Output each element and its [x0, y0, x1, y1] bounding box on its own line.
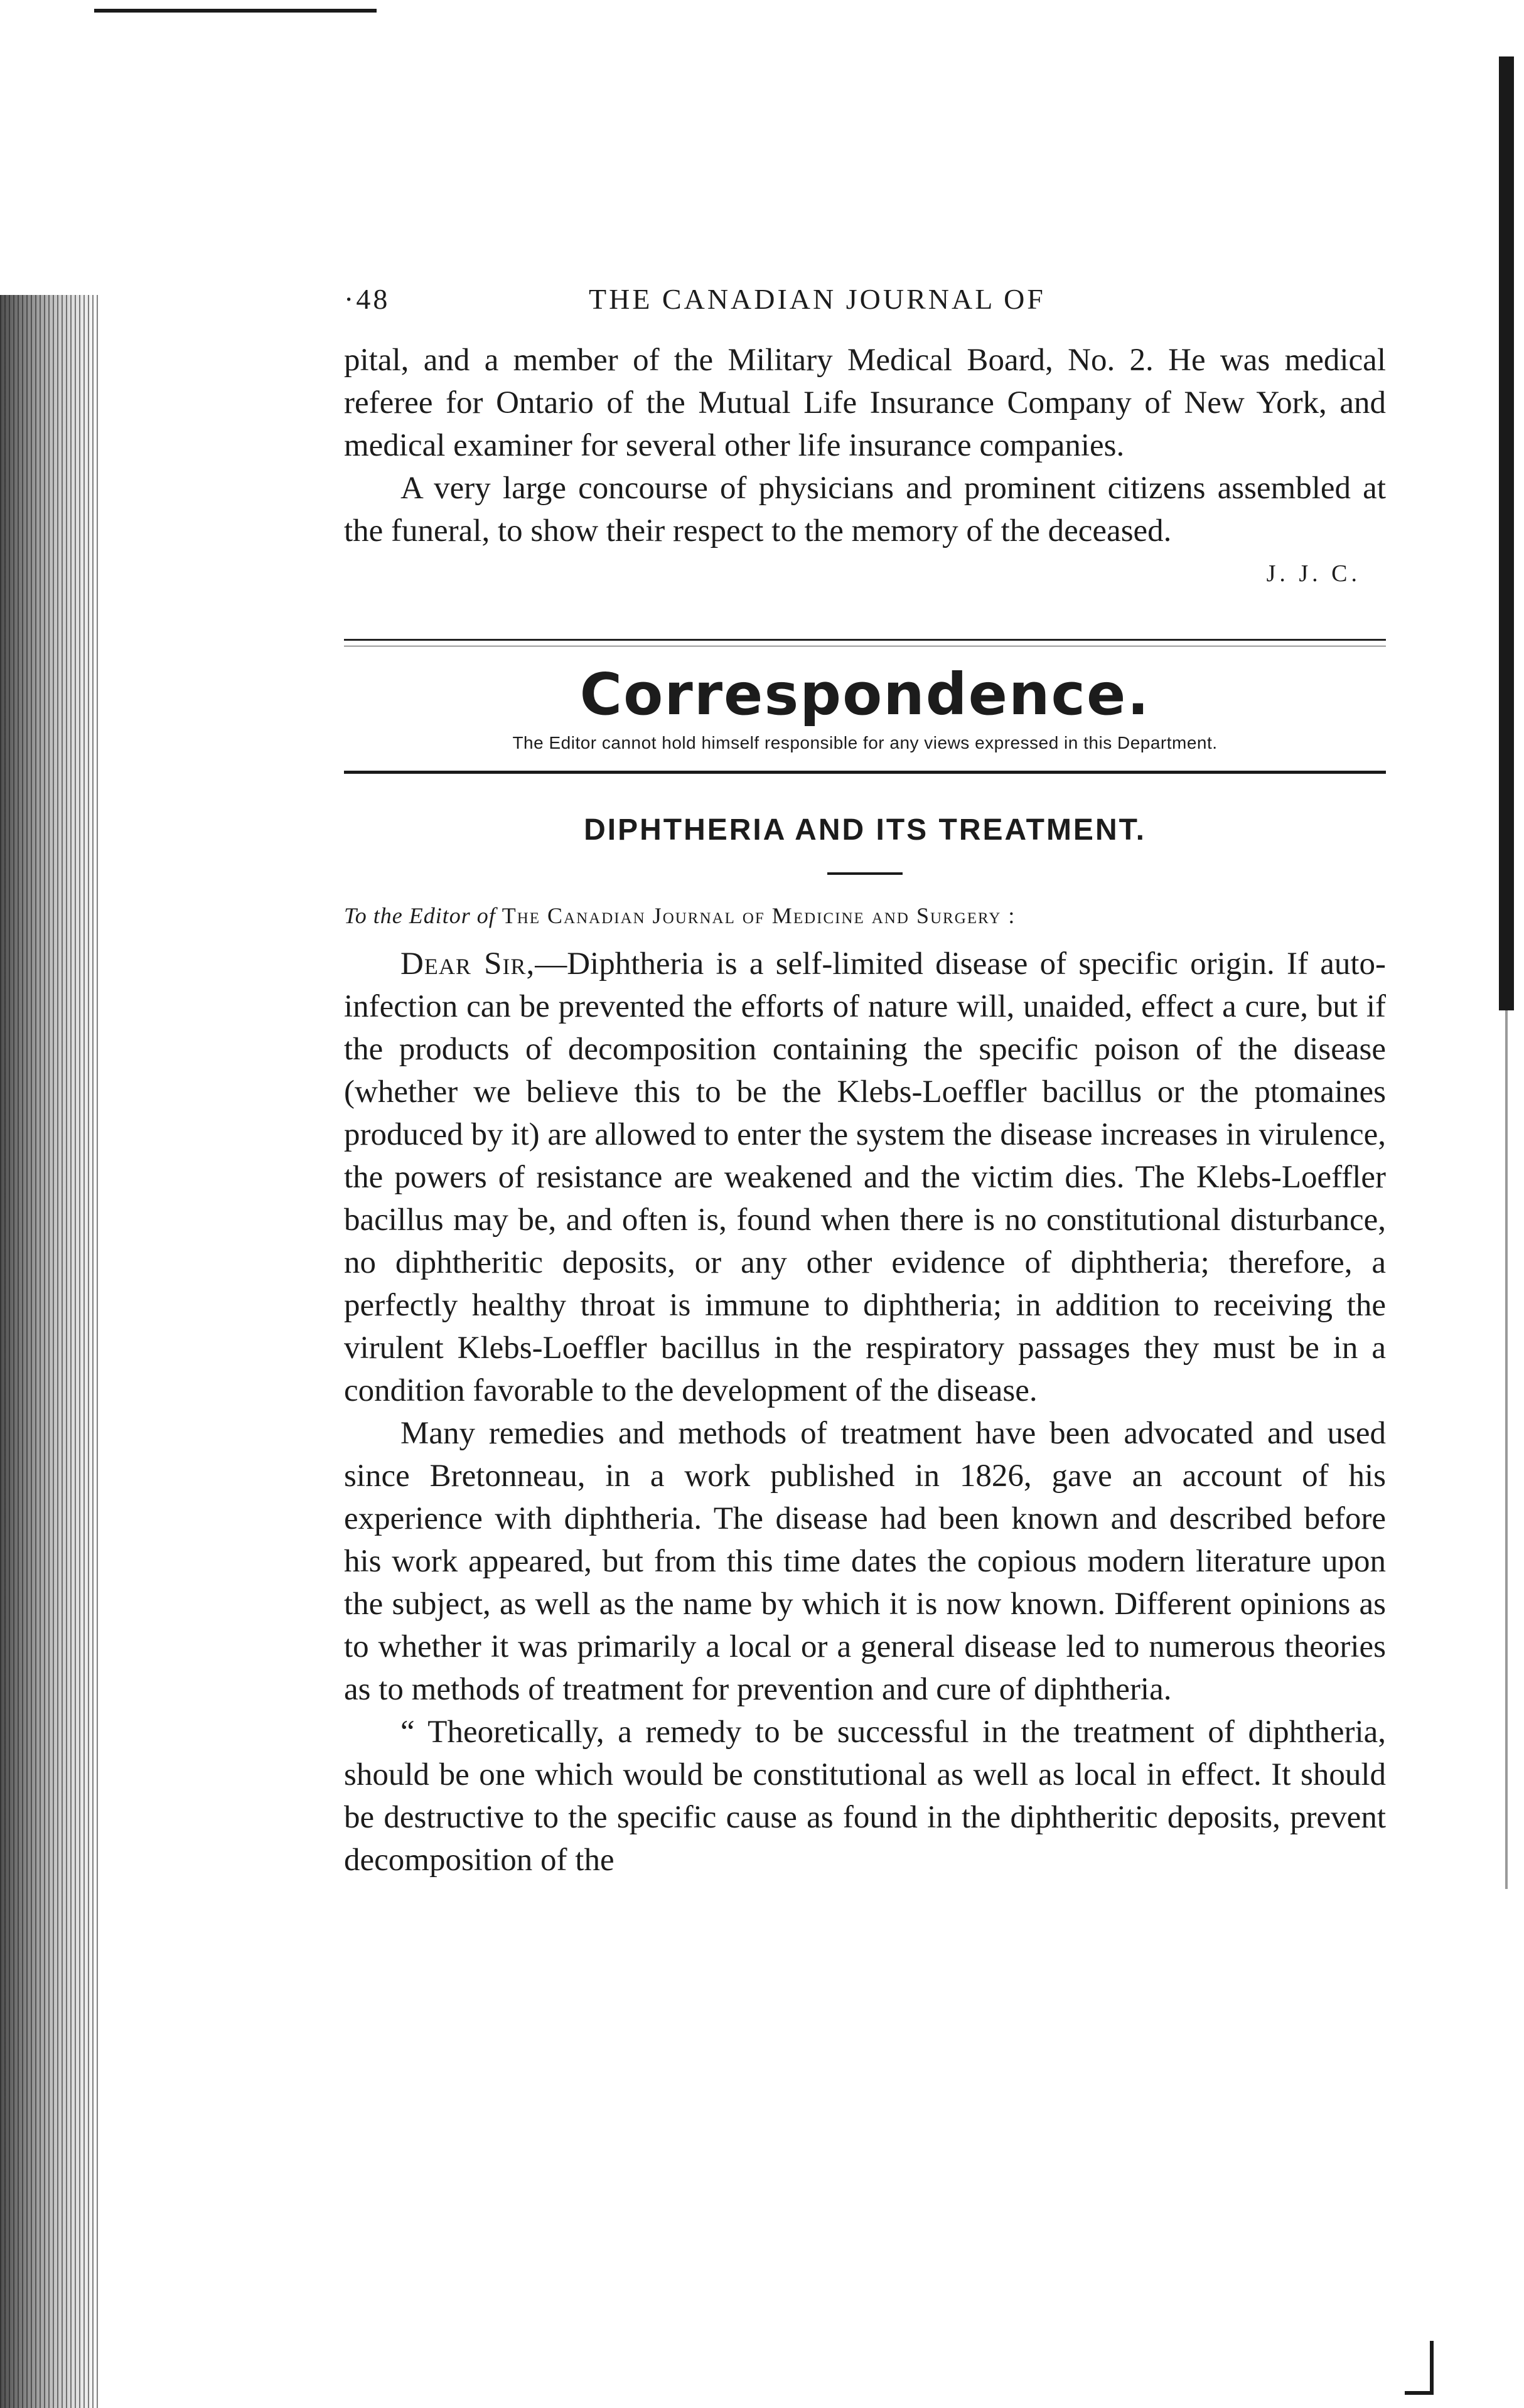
- author-initials: J. J. C.: [1266, 560, 1361, 587]
- title-short-rule: [827, 872, 903, 875]
- department-disclaimer: The Editor cannot hold himself responsible for any views expressed in this Department.: [512, 733, 1218, 752]
- page-number: ·48: [344, 283, 390, 315]
- obituary-paragraph-2: A very large concourse of physicians and prominent citizens assembled at the funeral, to show their respect to the memory of the deceased.: [344, 471, 1386, 548]
- article-title: DIPHTHERIA AND ITS TREATMENT.: [584, 813, 1146, 847]
- running-head: [344, 270, 1386, 339]
- signature-line: [344, 552, 1386, 595]
- letter-body: [344, 943, 1386, 1881]
- letter-paragraph-1-text: —Diphtheria is a self-limited disease of specific origin. If auto-infection can be prevented the efforts of nature will, unaided, effect a cure, but if the products of decomposition containing the specific poison of the disease (whether we believe this to be the Klebs-Loeffler bacillus or the ptomaines produced by it) are allowed to enter the system the disease increases in virulence, the powers of resistance are weakened and the victim dies. The Klebs-Loeffler bacillus may be, and often is, found when there is no constitutional disturbance, no diphtheritic deposits, or any other evidence of diphtheria; therefore, a perfectly healthy throat is immune to diphtheria; in addition to receiving the virulent Klebs-Loeffler bacillus in the respiratory passages they must be in a condition favorable to the development of the disease.: [344, 946, 1386, 1408]
- department-title: Correspondence.: [579, 661, 1151, 728]
- left-binding-shadow: [0, 295, 100, 2408]
- running-title: THE CANADIAN JOURNAL OF: [589, 283, 1046, 315]
- obituary-paragraph-1: pital, and a member of the Military Medical Board, No. 2. He was medical referee for Ontario of the Mutual Life Insurance Company of New York, and medical examiner for several other life insurance companies.: [344, 343, 1386, 463]
- right-binding-edge-thin: [1505, 1010, 1508, 1889]
- department-rule: [344, 771, 1386, 774]
- letter-opening: Dear Sir,: [400, 946, 535, 982]
- letter-paragraph-3: “ Theoretically, a remedy to be successful in the treatment of diphtheria, should be one which would be constitutional as well as local in effect. It should be destructive to the specific cause as found in the diphtheritic deposits, prevent decomposition of the: [344, 1715, 1386, 1878]
- salutation: [344, 900, 1386, 931]
- salutation-journal: The Canadian Journal of Medicine and Surgery :: [502, 903, 1016, 928]
- letter-paragraph-1: [344, 943, 1386, 1412]
- corner-mark: [1405, 2341, 1434, 2395]
- letter-paragraph-2: Many remedies and methods of treatment have been advocated and used since Bretonneau, in a work published in 1826, gave an account of his experience with diphtheria. The disease had been known and described before his work appeared, but from this time dates the copious modern literature upon the subject, as well as the name by which it is now known. Different opinions as to whether it was primarily a local or a general disease led to numerous theories as to methods of treatment for prevention and cure of diphtheria.: [344, 1416, 1386, 1707]
- top-edge-rule: [94, 9, 377, 13]
- page-content: [344, 270, 1386, 1881]
- right-binding-edge: [1499, 56, 1514, 1010]
- section-divider: [344, 639, 1386, 646]
- salutation-to: To the Editor of: [344, 903, 496, 928]
